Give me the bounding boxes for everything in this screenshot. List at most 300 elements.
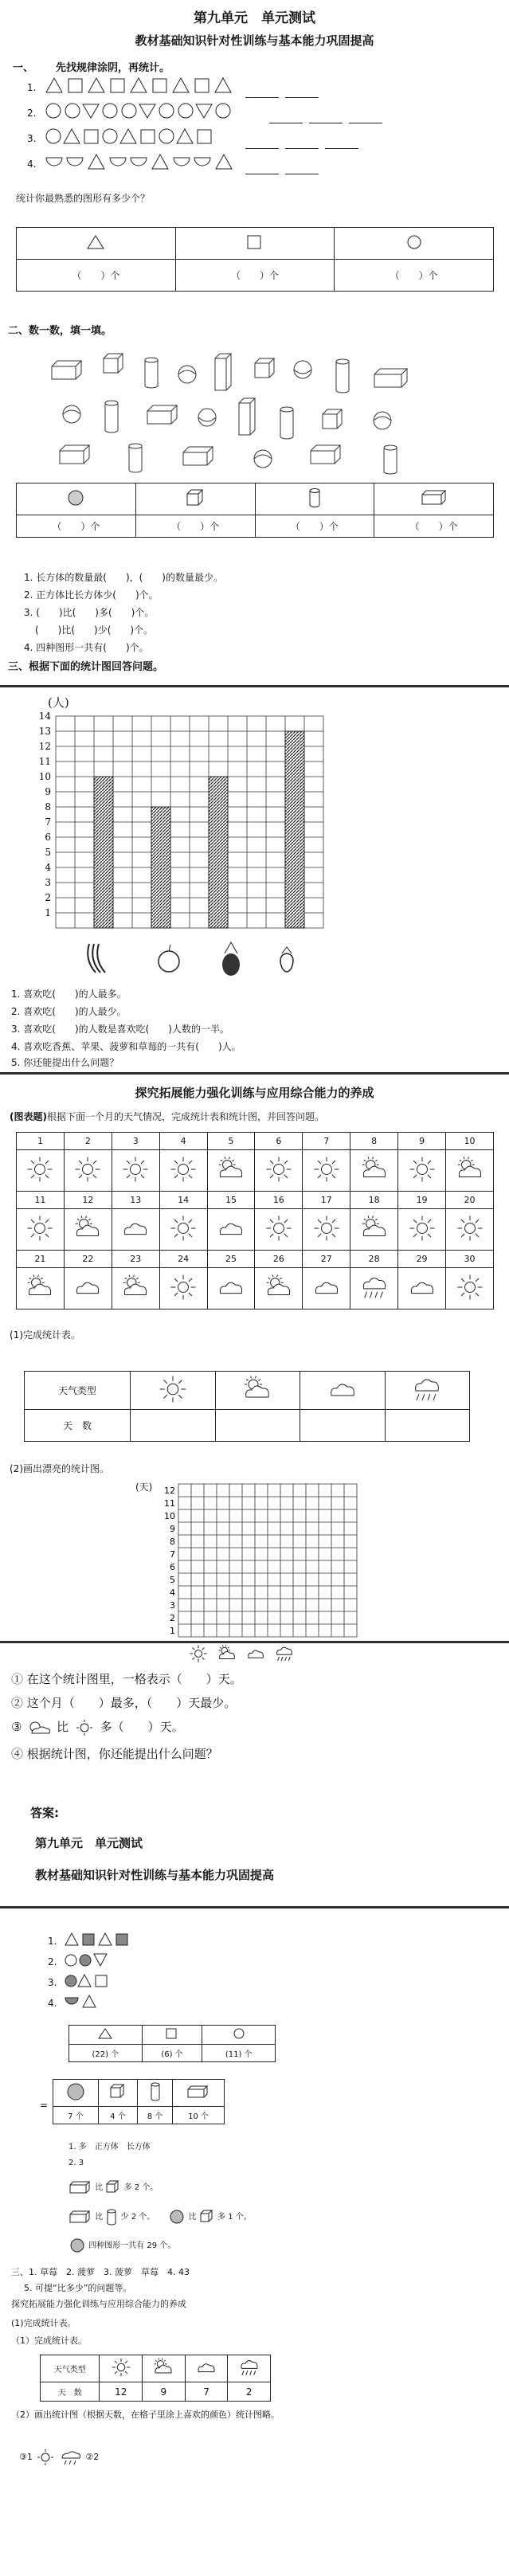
calendar-day-number: 25 (207, 1251, 255, 1268)
calendar-day-number: 2 (64, 1133, 112, 1150)
answer-compare: 比 (95, 2183, 104, 2192)
section-1-instruction: 先找规律涂阴，再统计。 (56, 62, 170, 74)
extension-heading: 探究拓展能力强化训练与应用综合能力的养成 (135, 1086, 374, 1100)
answer-blank[interactable] (285, 139, 319, 149)
rainy-icon (385, 1372, 470, 1410)
calendar-weather-cell (303, 1209, 350, 1251)
calendar-day-number: 24 (159, 1251, 207, 1268)
answer-row-1: 1. (48, 1936, 57, 1947)
y-tick-label: 11 (38, 756, 51, 767)
y-tick-label: 12 (38, 741, 51, 752)
cube-icon (199, 2209, 215, 2225)
weather-question-3-num: ③ (11, 1720, 22, 1734)
section-1-label: 一、 (13, 62, 34, 74)
calendar-day-number: 27 (303, 1251, 350, 1268)
count-cell[interactable]: （ ）个 (175, 260, 335, 292)
cube-icon (135, 483, 255, 515)
cuboid-shape (183, 447, 213, 465)
weather-blank-chart (159, 1482, 366, 1638)
weather-axis-icons (185, 1643, 344, 1666)
answer-compare: 比 (95, 2213, 104, 2222)
answer-part-1: (1)完成统计表。 (11, 2318, 76, 2328)
calendar-weather-cell (303, 1268, 350, 1310)
square-icon (142, 2026, 202, 2045)
answers-unit-title: 第九单元 单元测试 (35, 1836, 143, 1850)
y-tick-label: 6 (170, 1562, 175, 1572)
cylinder-shape (280, 407, 293, 439)
question-2-2: 2. 正方体比长方体少( )个。 (24, 589, 159, 601)
y-tick-label: 14 (38, 711, 51, 722)
sunny-icon (455, 1213, 485, 1243)
sunny-icon (100, 2355, 143, 2382)
calendar-weather-cell (159, 1150, 207, 1192)
answer-count: 10 个 (173, 2107, 225, 2124)
partly-cloudy-icon (143, 2355, 186, 2382)
calendar-day-number: 15 (207, 1192, 255, 1209)
weather-type-header: 天气类型 (25, 1372, 131, 1410)
calendar-day-number: 1 (17, 1133, 65, 1150)
fruit-icons-row (83, 941, 322, 977)
partly-cloudy-icon (72, 1213, 103, 1243)
calendar-weather-cell (159, 1268, 207, 1310)
cloudy-icon (185, 2355, 228, 2382)
y-tick-label: 6 (45, 832, 51, 843)
question-3-1: 1. 喜欢吃( )的人最多。 (11, 989, 127, 1000)
calendar-weather-cell (255, 1268, 303, 1310)
answer-count: (6) 个 (142, 2045, 202, 2062)
calendar-day-number: 20 (446, 1192, 494, 1209)
days-cell[interactable] (300, 1410, 386, 1442)
cylinder-shape (105, 401, 118, 433)
weather-question-4: ④ 根据统计图，你还能提出什么问题？ (11, 1747, 218, 1761)
cube-shape (323, 409, 342, 429)
answer-diff: 多 2 个。 (123, 2183, 159, 2192)
calendar-weather-cell (207, 1209, 255, 1251)
pineapple-icon (222, 942, 240, 976)
calendar-weather-cell (17, 1150, 65, 1192)
cuboid-shape (311, 445, 340, 464)
answer-blank[interactable] (269, 113, 303, 123)
y-tick-label: 4 (45, 862, 51, 873)
y-tick-label: 11 (164, 1498, 175, 1509)
sunny-icon (25, 1213, 55, 1243)
calendar-weather-cell (446, 1150, 494, 1192)
cloudy-icon (216, 1213, 246, 1243)
cylinder-shape (384, 445, 397, 474)
problem-intro: 根据下面一个月的天气情况，完成统计表和统计图，并回答问题。 (46, 1111, 324, 1122)
circle-icon (202, 2026, 276, 2045)
question-3-4: 4. 喜欢吃香蕉、苹果、菠萝和草莓的一共有( )人。 (11, 1041, 241, 1052)
y-tick-label: 5 (170, 1575, 175, 1585)
count-cell[interactable]: （ ）个 (135, 515, 255, 538)
cuboid-shape (60, 445, 89, 464)
calendar-weather-cell (112, 1150, 159, 1192)
calendar-day-number: 6 (255, 1133, 303, 1150)
weather-type-header: 天气类型 (41, 2355, 100, 2382)
y-tick-label: 7 (45, 816, 51, 828)
partly-cloudy-icon (25, 1272, 55, 1302)
days-value: 12 (100, 2382, 143, 2402)
calendar-day-number: 10 (446, 1133, 494, 1150)
calendar-weather-cell (446, 1209, 494, 1251)
bar-apple (151, 807, 170, 928)
y-axis-unit: (人) (48, 695, 69, 710)
answers-label: 答案: (30, 1806, 59, 1820)
y-tick-label: 10 (164, 1511, 175, 1521)
cloudy-icon (300, 1372, 386, 1410)
cloudy-icon (216, 1272, 246, 1302)
cube-shape (104, 354, 123, 373)
days-cell[interactable] (385, 1410, 470, 1442)
sunny-icon (131, 1372, 216, 1410)
circle-icon (335, 228, 494, 260)
sunny-icon (264, 1154, 294, 1184)
calendar-weather-cell (350, 1150, 398, 1192)
days-cell[interactable] (215, 1410, 300, 1442)
answer-shape-table (69, 2025, 276, 2062)
ball-shape (254, 450, 272, 468)
unit-title: 第九单元 单元测试 (194, 10, 315, 26)
weather-chart-grid (178, 1484, 357, 1637)
y-tick-label: 9 (45, 786, 51, 797)
calendar-day-number: 14 (159, 1192, 207, 1209)
sunny-icon (72, 1719, 96, 1736)
part-2-label: (2)画出漂亮的统计图。 (10, 1463, 109, 1474)
answer-pattern-4 (64, 1993, 207, 2010)
ball-shape (178, 366, 196, 383)
y-tick-label: 3 (45, 877, 51, 888)
answers-subtitle: 教材基础知识针对性训练与基本能力巩固提高 (35, 1868, 275, 1882)
calendar-weather-cell (17, 1209, 65, 1251)
weather-question-2: ② 这个月（ ）最多，（ ）天最少。 (11, 1696, 237, 1710)
chart-unit: (天) (135, 1482, 153, 1493)
y-tick-label: 5 (45, 847, 51, 858)
calendar-weather-cell (17, 1268, 65, 1310)
calendar-weather-cell (159, 1209, 207, 1251)
question-2-3a: 3. ( )比( )多( )个。 (24, 607, 155, 618)
part-1-label: (1)完成统计表。 (10, 1329, 80, 1341)
count-cell[interactable]: （ ）个 (335, 260, 494, 292)
answer-diff: 多 1 个。 (217, 2213, 252, 2222)
ball-shape (374, 412, 391, 429)
question-3-5: 5. 你还能提出什么问题？ (11, 1057, 119, 1068)
count-cell[interactable]: （ ）个 (17, 515, 136, 538)
question-2-1: 1. 长方体的数量最( )，( )的数量最少。 (24, 572, 223, 583)
y-tick-label: 1 (170, 1626, 175, 1636)
apple-icon (159, 945, 179, 972)
answer-count: 8 个 (137, 2107, 172, 2124)
calendar-weather-cell (207, 1268, 255, 1310)
partly-cloudy-icon (359, 1213, 390, 1243)
answer-part-3 (19, 2449, 99, 2466)
answer-diff: 少 2 个。 (120, 2213, 155, 2222)
ball-icon (168, 2208, 186, 2226)
answer-part-3b: ②2 (85, 2452, 100, 2462)
calendar-day-number: 22 (64, 1251, 112, 1268)
answer-line-3-row-1 (69, 2179, 158, 2195)
partly-cloudy-icon (216, 1154, 246, 1184)
calendar-weather-cell (64, 1268, 112, 1310)
calendar-weather-cell (207, 1150, 255, 1192)
y-tick-label: 8 (170, 1537, 175, 1547)
sunny-icon (25, 1154, 55, 1184)
calendar-day-number: 30 (446, 1251, 494, 1268)
days-header: 天 数 (25, 1410, 131, 1442)
answer-solid-table (53, 2079, 225, 2124)
calendar-day-number: 26 (255, 1251, 303, 1268)
worksheet-page-5 (0, 1909, 509, 2576)
partly-cloudy-icon (264, 1272, 294, 1302)
days-value: 2 (228, 2382, 271, 2402)
section-2-heading: 二、数一数，填一填。 (8, 325, 112, 337)
shape-count-table (16, 227, 494, 292)
answer-row-2: 2. (48, 1956, 57, 1967)
calendar-day-number: 7 (303, 1133, 350, 1150)
answer-total: 四种图形一共有 29 个。 (88, 2241, 176, 2250)
cloudy-icon (407, 1272, 437, 1302)
subtitle: 教材基础知识针对性训练与基本能力巩固提高 (135, 33, 374, 48)
y-tick-label: 12 (164, 1486, 175, 1496)
row-number-1: 1. (27, 82, 37, 93)
calendar-day-number: 12 (64, 1192, 112, 1209)
sunny-icon (72, 1154, 103, 1184)
fruit-bar-chart (32, 711, 350, 942)
days-value: 7 (185, 2382, 228, 2402)
cuboid-icon (173, 2080, 225, 2107)
weather-calendar (16, 1132, 494, 1310)
answer-part-1b: （1）完成统计表。 (11, 2335, 87, 2346)
y-tick-label: 10 (38, 771, 51, 782)
partly-cloudy-icon (359, 1154, 390, 1184)
answer-blank[interactable] (285, 88, 319, 98)
answer-count: (22) 个 (69, 2045, 143, 2062)
days-header: 天 数 (41, 2382, 100, 2402)
calendar-weather-cell (64, 1209, 112, 1251)
calendar-day-number: 8 (350, 1133, 398, 1150)
y-tick-label: 4 (170, 1587, 175, 1598)
count-cell[interactable]: （ ）个 (17, 260, 176, 292)
answer-weather-table (40, 2355, 271, 2402)
calendar-weather-cell (398, 1150, 446, 1192)
calendar-weather-cell (446, 1268, 494, 1310)
sunny-icon (168, 1154, 198, 1184)
section-1-question: 统计你最熟悉的图形有多少个？ (16, 193, 151, 204)
answer-section-3b: 5. 可提“比多少”的问题等。 (24, 2283, 132, 2293)
bar-pineapple (209, 777, 228, 928)
square-icon (175, 228, 335, 260)
answer-line-3-row-2 (69, 2208, 252, 2226)
row-number-3: 3. (27, 133, 37, 144)
answer-row-3: 3. (48, 1977, 57, 1988)
calendar-day-number: 28 (350, 1251, 398, 1268)
sunny-icon (407, 1213, 437, 1243)
y-tick-label: 1 (45, 907, 51, 918)
ball-shape (294, 361, 311, 378)
ball-shape (198, 409, 216, 426)
cuboid-icon (374, 483, 494, 515)
calendar-weather-cell (398, 1268, 446, 1310)
y-tick-label: 2 (45, 892, 51, 903)
cylinder-icon (255, 483, 374, 515)
cube-shape (255, 358, 274, 378)
days-value: 9 (143, 2382, 186, 2402)
question-2-3b: ( )比( )少( )个。 (35, 624, 154, 636)
calendar-day-number: 11 (17, 1192, 65, 1209)
y-tick-label: 2 (170, 1613, 175, 1623)
calendar-day-number: 21 (17, 1251, 65, 1268)
answer-compare: 比 (188, 2213, 197, 2222)
weather-question-1: ① 在这个统计图里，一格表示（ ）天。 (11, 1672, 242, 1686)
days-cell[interactable] (131, 1410, 216, 1442)
cuboid-shape (239, 398, 255, 435)
calendar-weather-cell (112, 1268, 159, 1310)
calendar-weather-cell (398, 1209, 446, 1251)
cuboid-icon (69, 2179, 92, 2195)
calendar-day-number: 5 (207, 1133, 255, 1150)
sunny-icon (190, 1645, 206, 1662)
cuboid-shape (147, 405, 177, 424)
answer-blank[interactable] (325, 139, 358, 149)
count-cell[interactable]: （ ）个 (374, 515, 494, 538)
calendar-day-number: 17 (303, 1192, 350, 1209)
problem-type-tag: (图表题) (10, 1111, 47, 1122)
y-tick-label: 3 (170, 1600, 175, 1611)
answer-blank[interactable] (245, 139, 279, 149)
rainy-icon (277, 1647, 292, 1661)
answer-line-4 (69, 2237, 175, 2254)
answer-line-1: 1. 多 正方体 长方体 (69, 2143, 151, 2151)
partly-cloudy-icon (219, 1645, 235, 1658)
sunny-icon (311, 1154, 342, 1184)
partly-cloudy-icon (120, 1272, 151, 1302)
cylinder-icon (137, 2080, 172, 2107)
section-3-heading: 三、根据下面的统计图回答问题。 (8, 661, 164, 673)
y-tick-label: 13 (38, 726, 51, 737)
answer-eq: = (40, 2100, 49, 2111)
calendar-weather-cell (255, 1209, 303, 1251)
calendar-weather-cell (255, 1150, 303, 1192)
calendar-weather-cell (303, 1150, 350, 1192)
rainy-icon (59, 2449, 83, 2466)
row-number-2: 2. (27, 108, 37, 119)
answer-blank[interactable] (349, 113, 382, 123)
banana-icon (88, 944, 105, 973)
weather-question-3-rest: 多（ ）天。 (100, 1720, 184, 1734)
calendar-weather-cell (350, 1268, 398, 1310)
weather-question-3-compare: 比 (57, 1720, 69, 1734)
worksheet-page-4 (0, 1643, 509, 1906)
partly-cloudy-icon (25, 1719, 53, 1736)
question-2-4: 4. 四种图形一共有( )个。 (24, 642, 149, 653)
calendar-day-number: 3 (112, 1133, 159, 1150)
answer-blank[interactable] (309, 113, 343, 123)
cylinder-shape (129, 444, 142, 472)
scattered-solids-illustration (48, 350, 430, 478)
answer-part-3a: ③1 (19, 2452, 33, 2462)
y-tick-label: 7 (170, 1549, 175, 1560)
cylinder-icon (105, 2208, 118, 2226)
cloudy-icon (120, 1213, 151, 1243)
ball-icon (53, 2080, 99, 2107)
weather-count-table (24, 1371, 470, 1442)
answer-blank[interactable] (245, 164, 279, 174)
cylinder-shape (145, 358, 158, 388)
answer-section-3: 三、1. 草莓 2. 菠萝 3. 菠萝 草莓 4. 43 (11, 2267, 190, 2277)
worksheet-page-2 (0, 687, 509, 1072)
sunny-icon (455, 1272, 485, 1302)
calendar-day-number: 29 (398, 1251, 446, 1268)
answer-pattern-2 (64, 1952, 207, 1969)
y-tick-label: 9 (170, 1524, 175, 1534)
y-tick-label: 8 (45, 801, 51, 812)
cloudy-icon (72, 1272, 103, 1302)
question-3-3: 3. 喜欢吃( )的人数是喜欢吃( )人数的一半。 (11, 1024, 229, 1035)
calendar-day-number: 23 (112, 1251, 159, 1268)
answer-count: 7 个 (53, 2107, 99, 2124)
answer-count: (11) 个 (202, 2045, 276, 2062)
question-3-2: 2. 喜欢吃( )的人最少。 (11, 1006, 127, 1017)
cylinder-shape (336, 359, 349, 393)
bar-strawberry (285, 731, 304, 928)
cube-icon (105, 2179, 121, 2195)
partly-cloudy-icon (215, 1372, 300, 1410)
answer-line-2: 2. 3 (69, 2159, 84, 2167)
calendar-day-number: 19 (398, 1192, 446, 1209)
cuboid-shape (52, 361, 81, 379)
cuboid-shape (215, 354, 231, 390)
answer-part-2: （2）画出统计图（根据天数，在格子里涂上喜欢的颜色）统计图略。 (11, 2410, 280, 2420)
calendar-day-number: 18 (350, 1192, 398, 1209)
answer-count: 4 个 (98, 2107, 137, 2124)
sunny-icon (35, 2449, 56, 2466)
answer-row-4: 4. (48, 1998, 57, 2009)
calendar-weather-cell (64, 1150, 112, 1192)
ball-icon (69, 2237, 86, 2254)
strawberry-icon (280, 947, 293, 972)
answer-blank[interactable] (285, 164, 319, 174)
rainy-icon (228, 2355, 271, 2382)
bar-banana (94, 777, 113, 928)
ball-icon (17, 483, 136, 515)
answer-blank[interactable] (245, 88, 279, 98)
answer-pattern-3 (64, 1972, 207, 1990)
calendar-day-number: 9 (398, 1133, 446, 1150)
triangle-icon (17, 228, 176, 260)
solid-count-table (16, 483, 494, 538)
calendar-weather-cell (350, 1209, 398, 1251)
partly-cloudy-icon (455, 1154, 485, 1184)
row-number-4: 4. (27, 159, 37, 170)
triangle-icon (69, 2026, 143, 2045)
worksheet-page-1 (0, 0, 509, 685)
worksheet-page-3 (0, 1075, 509, 1641)
sunny-icon (264, 1213, 294, 1243)
sunny-icon (120, 1154, 151, 1184)
count-cell[interactable]: （ ）个 (255, 515, 374, 538)
calendar-day-number: 4 (159, 1133, 207, 1150)
cloudy-icon (311, 1272, 342, 1302)
cuboid-shape (374, 369, 407, 387)
calendar-weather-cell (112, 1209, 159, 1251)
answer-pattern-1 (64, 1931, 207, 1948)
cloudy-icon (249, 1650, 264, 1658)
sunny-icon (407, 1154, 437, 1184)
sunny-icon (311, 1213, 342, 1243)
cuboid-icon (69, 2209, 92, 2225)
sunny-icon (168, 1272, 198, 1302)
sunny-icon (168, 1213, 198, 1243)
rainy-icon (359, 1272, 390, 1302)
